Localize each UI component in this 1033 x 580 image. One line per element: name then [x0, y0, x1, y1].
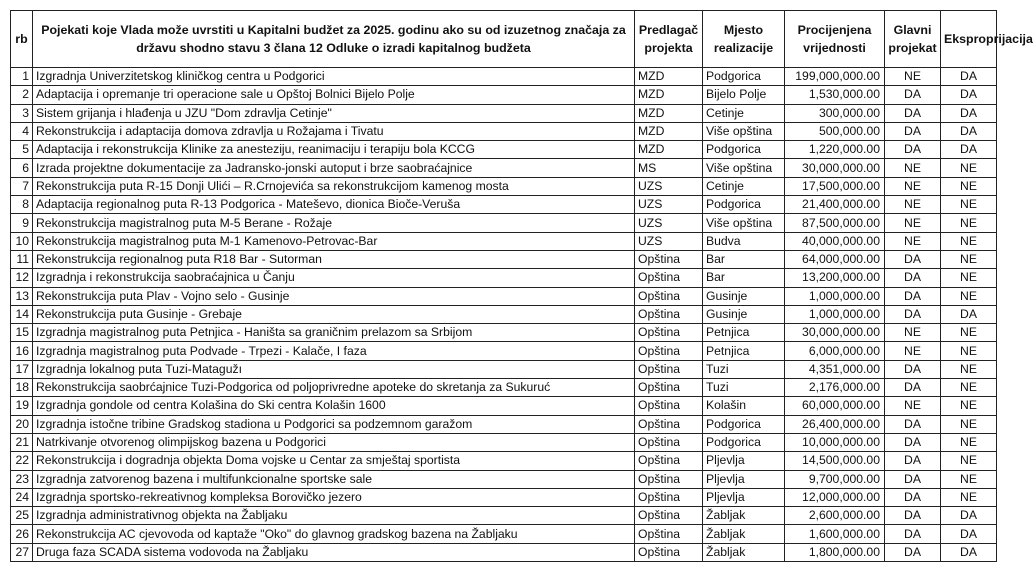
cell-location: Pljevlja: [703, 488, 785, 506]
cell-location: Bar: [703, 250, 785, 268]
cell-main-project: DA: [885, 415, 941, 433]
cell-main-project: DA: [885, 507, 941, 525]
cell-project-name: Rekonstrukcija AC cjevovoda od kaptaže "Oko" do glavnog gradskog bazena na Žabljaku: [33, 525, 635, 543]
cell-proposer: Opština: [635, 287, 703, 305]
cell-proposer: Opština: [635, 250, 703, 268]
cell-proposer: MZD: [635, 104, 703, 122]
cell-project-name: Izgradnja sportsko-rekreativnog kompleksa Borovičko jezero: [33, 488, 635, 506]
cell-rb: 12: [11, 269, 33, 287]
cell-value: 17,500,000.00: [785, 177, 885, 195]
header-expropriation: Eksproprijacija: [941, 11, 997, 68]
cell-expropriation: DA: [941, 525, 997, 543]
cell-location: Gusinje: [703, 287, 785, 305]
table-row: [11, 214, 997, 232]
cell-rb: 18: [11, 379, 33, 397]
cell-main-project: DA: [885, 452, 941, 470]
cell-location: Pljevlja: [703, 470, 785, 488]
cell-expropriation: DA: [941, 122, 997, 140]
cell-main-project: DA: [885, 360, 941, 378]
cell-location: Više opština: [703, 214, 785, 232]
cell-proposer: Opština: [635, 305, 703, 323]
table-row: [11, 452, 997, 470]
cell-main-project: NE: [885, 177, 941, 195]
table-row: [11, 488, 997, 506]
cell-main-project: NE: [885, 342, 941, 360]
cell-location: Tuzi: [703, 379, 785, 397]
cell-location: Petnjica: [703, 342, 785, 360]
cell-expropriation: NE: [941, 452, 997, 470]
cell-rb: 25: [11, 507, 33, 525]
cell-rb: 20: [11, 415, 33, 433]
table-row: [11, 305, 997, 323]
cell-proposer: MS: [635, 159, 703, 177]
cell-rb: 9: [11, 214, 33, 232]
cell-expropriation: NE: [941, 287, 997, 305]
cell-rb: 17: [11, 360, 33, 378]
cell-location: Žabljak: [703, 507, 785, 525]
cell-value: 2,176,000.00: [785, 379, 885, 397]
cell-project-name: Izrada projektne dokumentacije za Jadransko-jonski autoput i brze saobraćajnice: [33, 159, 635, 177]
cell-expropriation: NE: [941, 214, 997, 232]
cell-location: Podgorica: [703, 141, 785, 159]
cell-location: Više opština: [703, 159, 785, 177]
cell-location: Podgorica: [703, 415, 785, 433]
table-row: [11, 177, 997, 195]
cell-value: 1,220,000.00: [785, 141, 885, 159]
cell-project-name: Izgradnja istočne tribine Gradskog stadiona u Podgorici sa podzemnom garažom: [33, 415, 635, 433]
cell-value: 1,600,000.00: [785, 525, 885, 543]
header-main-project: Glavni projekat: [885, 11, 941, 68]
cell-main-project: DA: [885, 470, 941, 488]
cell-value: 4,351,000.00: [785, 360, 885, 378]
cell-rb: 22: [11, 452, 33, 470]
cell-proposer: UZS: [635, 196, 703, 214]
cell-project-name: Izgradnja i rekonstrukcija saobraćajnica u Čanju: [33, 269, 635, 287]
table-row: [11, 507, 997, 525]
cell-value: 500,000.00: [785, 122, 885, 140]
cell-rb: 16: [11, 342, 33, 360]
cell-project-name: Rekonstrukcija regionalnog puta R18 Bar - Sutorman: [33, 250, 635, 268]
header-proposer: Predlagač projekta: [635, 11, 703, 68]
cell-expropriation: NE: [941, 433, 997, 451]
cell-rb: 14: [11, 305, 33, 323]
table-row: [11, 360, 997, 378]
table-row: [11, 525, 997, 543]
cell-proposer: Opština: [635, 452, 703, 470]
cell-location: Žabljak: [703, 525, 785, 543]
cell-value: 300,000.00: [785, 104, 885, 122]
cell-location: Podgorica: [703, 196, 785, 214]
cell-project-name: Rekonstrukcija magistralnog puta M-5 Berane - Rožaje: [33, 214, 635, 232]
table-row: [11, 159, 997, 177]
table-row: [11, 342, 997, 360]
cell-expropriation: NE: [941, 397, 997, 415]
cell-value: 10,000,000.00: [785, 433, 885, 451]
cell-expropriation: NE: [941, 324, 997, 342]
cell-proposer: UZS: [635, 214, 703, 232]
cell-project-name: Rekonstrukcija i adaptacija domova zdravlja u Rožajama i Tivatu: [33, 122, 635, 140]
cell-location: Bijelo Polje: [703, 86, 785, 104]
cell-main-project: NE: [885, 196, 941, 214]
cell-project-name: Izgradnja administrativnog objekta na Žabljaku: [33, 507, 635, 525]
cell-expropriation: NE: [941, 196, 997, 214]
cell-rb: 13: [11, 287, 33, 305]
cell-project-name: Rekonstrukcija puta R-15 Donji Ulići – R.Crnojevića sa rekonstrukcijom kamenog mosta: [33, 177, 635, 195]
cell-proposer: Opština: [635, 415, 703, 433]
cell-location: Kolašin: [703, 397, 785, 415]
cell-project-name: Sistem grijanja i hlađenja u JZU "Dom zdravlja Cetinje": [33, 104, 635, 122]
table-row: [11, 379, 997, 397]
table-row: [11, 104, 997, 122]
cell-project-name: Druga faza SCADA sistema vodovoda na Žabljaku: [33, 543, 635, 561]
cell-main-project: NE: [885, 232, 941, 250]
cell-main-project: NE: [885, 397, 941, 415]
cell-expropriation: DA: [941, 68, 997, 86]
cell-proposer: UZS: [635, 232, 703, 250]
cell-rb: 7: [11, 177, 33, 195]
cell-value: 30,000,000.00: [785, 324, 885, 342]
cell-value: 21,400,000.00: [785, 196, 885, 214]
cell-proposer: Opština: [635, 525, 703, 543]
cell-value: 12,000,000.00: [785, 488, 885, 506]
cell-project-name: Adaptacija regionalnog puta R-13 Podgorica - Mateševo, dionica Bioče-Veruša: [33, 196, 635, 214]
cell-proposer: Opština: [635, 543, 703, 561]
header-location: Mjesto realizacije: [703, 11, 785, 68]
cell-value: 13,200,000.00: [785, 269, 885, 287]
cell-proposer: MZD: [635, 86, 703, 104]
cell-main-project: DA: [885, 86, 941, 104]
cell-proposer: Opština: [635, 379, 703, 397]
cell-main-project: NE: [885, 68, 941, 86]
cell-project-name: Rekonstrukcija magistralnog puta M-1 Kamenovo-Petrovac-Bar: [33, 232, 635, 250]
cell-rb: 10: [11, 232, 33, 250]
cell-main-project: DA: [885, 525, 941, 543]
cell-expropriation: NE: [941, 379, 997, 397]
cell-value: 6,000,000.00: [785, 342, 885, 360]
cell-main-project: DA: [885, 305, 941, 323]
cell-project-name: Rekonstrukcija puta Gusinje - Grebaje: [33, 305, 635, 323]
cell-value: 26,400,000.00: [785, 415, 885, 433]
cell-project-name: Izgradnja gondole od centra Kolašina do Ski centra Kolašin 1600: [33, 397, 635, 415]
cell-value: 64,000,000.00: [785, 250, 885, 268]
cell-main-project: DA: [885, 433, 941, 451]
cell-proposer: Opština: [635, 342, 703, 360]
cell-proposer: MZD: [635, 68, 703, 86]
cell-expropriation: DA: [941, 104, 997, 122]
cell-main-project: DA: [885, 287, 941, 305]
cell-expropriation: NE: [941, 470, 997, 488]
cell-project-name: Rekonstrukcija puta Plav - Vojno selo - Gusinje: [33, 287, 635, 305]
cell-rb: 5: [11, 141, 33, 159]
cell-value: 2,600,000.00: [785, 507, 885, 525]
cell-rb: 3: [11, 104, 33, 122]
cell-proposer: Opština: [635, 360, 703, 378]
cell-location: Podgorica: [703, 433, 785, 451]
cell-proposer: Opština: [635, 470, 703, 488]
cell-location: Više opština: [703, 122, 785, 140]
cell-value: 40,000,000.00: [785, 232, 885, 250]
cell-value: 199,000,000.00: [785, 68, 885, 86]
table-row: [11, 433, 997, 451]
table-row: [11, 196, 997, 214]
cell-main-project: DA: [885, 141, 941, 159]
cell-project-name: Izgradnja zatvorenog bazena i multifunkcionalne sportske sale: [33, 470, 635, 488]
cell-expropriation: NE: [941, 360, 997, 378]
cell-rb: 23: [11, 470, 33, 488]
cell-project-name: Adaptacija i rekonstrukcija Klinike za anesteziju, reanimaciju i terapiju bola KCCG: [33, 141, 635, 159]
table-row: [11, 122, 997, 140]
table-header-row: [11, 11, 997, 68]
cell-location: Budva: [703, 232, 785, 250]
table-row: [11, 250, 997, 268]
cell-rb: 21: [11, 433, 33, 451]
cell-expropriation: NE: [941, 159, 997, 177]
cell-project-name: Rekonstrukcija i dogradnja objekta Doma vojske u Centar za smještaj sportista: [33, 452, 635, 470]
cell-proposer: Opština: [635, 324, 703, 342]
cell-rb: 26: [11, 525, 33, 543]
cell-expropriation: DA: [941, 543, 997, 561]
cell-value: 1,800,000.00: [785, 543, 885, 561]
cell-main-project: DA: [885, 379, 941, 397]
table-body: [11, 68, 997, 562]
cell-value: 60,000,000.00: [785, 397, 885, 415]
cell-proposer: Opština: [635, 488, 703, 506]
table-row: [11, 269, 997, 287]
table-row: [11, 287, 997, 305]
cell-project-name: Izgradnja Univerzitetskog kliničkog centra u Podgorici: [33, 68, 635, 86]
cell-location: Gusinje: [703, 305, 785, 323]
cell-project-name: Natrkivanje otvorenog olimpijskog bazena u Podgorici: [33, 433, 635, 451]
cell-expropriation: DA: [941, 141, 997, 159]
table-row: [11, 470, 997, 488]
cell-expropriation: NE: [941, 232, 997, 250]
cell-expropriation: NE: [941, 269, 997, 287]
projects-table: [10, 10, 1033, 562]
cell-value: 1,000,000.00: [785, 305, 885, 323]
cell-location: Pljevlja: [703, 452, 785, 470]
cell-main-project: NE: [885, 159, 941, 177]
cell-rb: 24: [11, 488, 33, 506]
cell-expropriation: DA: [941, 86, 997, 104]
cell-project-name: Izgradnja magistralnog puta Podvade - Trpezi - Kalače, I faza: [33, 342, 635, 360]
cell-location: Podgorica: [703, 68, 785, 86]
table-row: [11, 415, 997, 433]
cell-rb: 15: [11, 324, 33, 342]
cell-proposer: Opština: [635, 397, 703, 415]
cell-location: Cetinje: [703, 104, 785, 122]
cell-main-project: NE: [885, 324, 941, 342]
cell-rb: 27: [11, 543, 33, 561]
cell-rb: 11: [11, 250, 33, 268]
cell-main-project: DA: [885, 250, 941, 268]
cell-rb: 1: [11, 68, 33, 86]
cell-location: Žabljak: [703, 543, 785, 561]
cell-expropriation: NE: [941, 342, 997, 360]
cell-location: Petnjica: [703, 324, 785, 342]
cell-value: 1,530,000.00: [785, 86, 885, 104]
cell-proposer: Opština: [635, 269, 703, 287]
table-row: [11, 397, 997, 415]
cell-main-project: NE: [885, 214, 941, 232]
cell-proposer: Opština: [635, 433, 703, 451]
cell-expropriation: DA: [941, 507, 997, 525]
cell-main-project: DA: [885, 488, 941, 506]
cell-expropriation: NE: [941, 250, 997, 268]
table-row: [11, 232, 997, 250]
cell-expropriation: NE: [941, 415, 997, 433]
cell-project-name: Adaptacija i opremanje tri operacione sale u Opštoj Bolnici Bijelo Polje: [33, 86, 635, 104]
cell-proposer: MZD: [635, 141, 703, 159]
cell-main-project: DA: [885, 122, 941, 140]
cell-location: Tuzi: [703, 360, 785, 378]
table-row: [11, 68, 997, 86]
cell-proposer: MZD: [635, 122, 703, 140]
cell-value: 14,500,000.00: [785, 452, 885, 470]
cell-proposer: Opština: [635, 507, 703, 525]
table-row: [11, 324, 997, 342]
cell-rb: 4: [11, 122, 33, 140]
cell-rb: 6: [11, 159, 33, 177]
cell-proposer: UZS: [635, 177, 703, 195]
cell-main-project: DA: [885, 543, 941, 561]
cell-project-name: Izgradnja lokalnog puta Tuzi-Matagužı: [33, 360, 635, 378]
cell-value: 9,700,000.00: [785, 470, 885, 488]
header-rb: rb: [11, 11, 33, 68]
table-row: [11, 543, 997, 561]
cell-project-name: Izgradnja magistralnog puta Petnjica - Haništa sa graničnim prelazom sa Srbijom: [33, 324, 635, 342]
cell-value: 1,000,000.00: [785, 287, 885, 305]
cell-main-project: DA: [885, 269, 941, 287]
cell-location: Bar: [703, 269, 785, 287]
cell-rb: 2: [11, 86, 33, 104]
table-row: [11, 86, 997, 104]
cell-project-name: Rekonstrukcija saobrćajnice Tuzi-Podgorica od poljoprivredne apoteke do skretanja za Sukuruć: [33, 379, 635, 397]
header-value: Procijenjena vrijednosti: [785, 11, 885, 68]
table-row: [11, 141, 997, 159]
header-project-name: Pojekati koje Vlada može uvrstiti u Kapitalni budžet za 2025. godinu ako su od izuzetnog značaja za državu shodno stavu 3 člana 12 Odluke o izradi kapitalnog budžeta: [33, 11, 635, 68]
cell-value: 30,000,000.00: [785, 159, 885, 177]
cell-expropriation: NE: [941, 488, 997, 506]
cell-location: Cetinje: [703, 177, 785, 195]
cell-main-project: DA: [885, 104, 941, 122]
capital-budget-document: [10, 10, 1033, 562]
cell-value: 87,500,000.00: [785, 214, 885, 232]
cell-expropriation: DA: [941, 305, 997, 323]
cell-rb: 8: [11, 196, 33, 214]
cell-expropriation: NE: [941, 177, 997, 195]
cell-rb: 19: [11, 397, 33, 415]
